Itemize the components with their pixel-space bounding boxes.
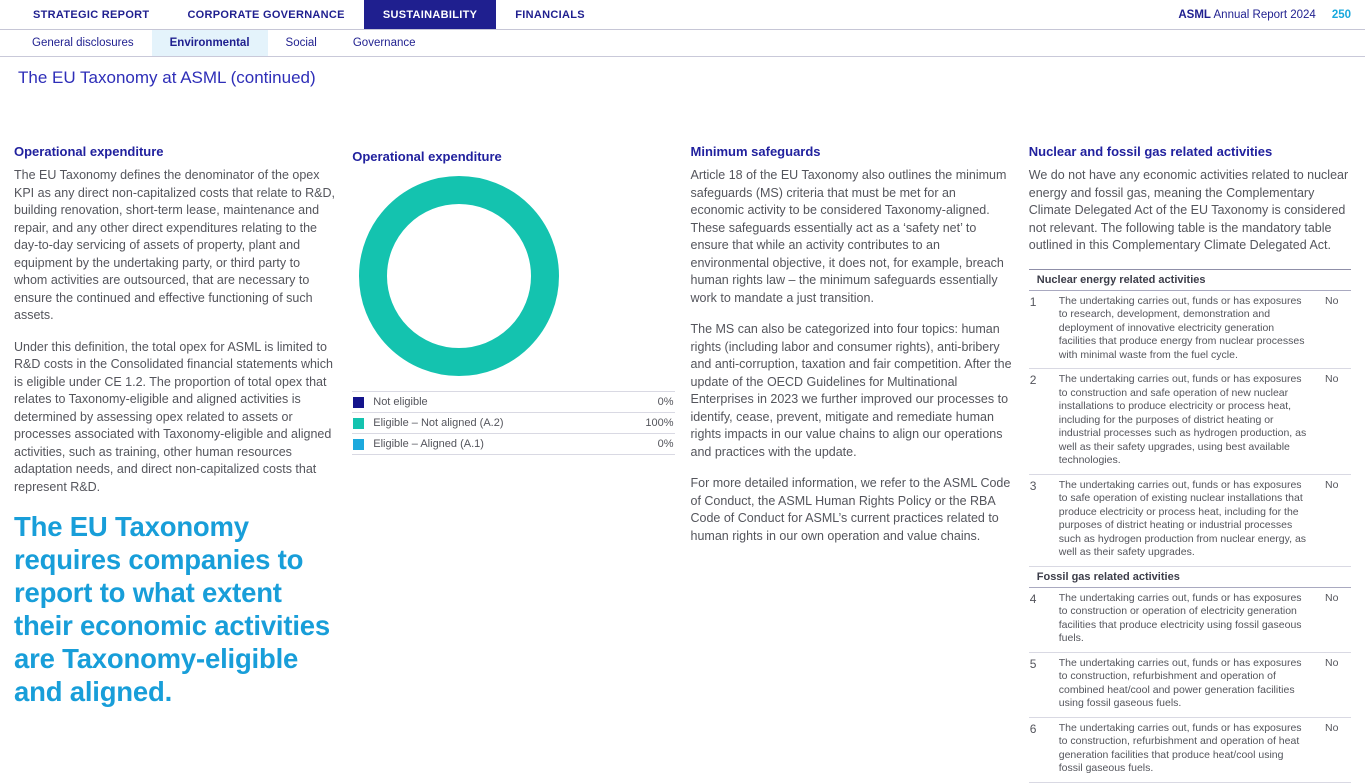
row-description: The undertaking carries out, funds or has exposures to research, development, demonstration and deployment of innovative electricity generation facilities that produce energy from nuclear processes with minimal waste from the fuel cycle.: [1058, 294, 1305, 361]
donut-chart: [358, 175, 560, 377]
tab-strategic-report[interactable]: STRATEGIC REPORT: [33, 8, 150, 21]
paragraph: The EU Taxonomy defines the denominator of the opex KPI as any direct non-capitalized costs that relate to R&D, building renovation, short-term lease, maintenance and repair, and any other direct expenditures relating to the day-to-day servicing of assets of property, plant and equipment by the undertaking party, or third party to whom activities are outsourced, that are necessary to ensure the continued and effective functioning of such assets.: [14, 168, 335, 322]
legend-row-eligible-not-aligned-a-2: [352, 412, 674, 433]
row-answer: No: [1325, 373, 1339, 385]
row-answer: No: [1325, 294, 1339, 307]
row-number: 3: [1029, 478, 1037, 493]
table-row: [1029, 369, 1351, 475]
paragraph: Article 18 of the EU Taxonomy also outlines the minimum safeguards (MS) criteria that must be met for an economic activity to be considered Taxonomy-aligned. These safeguards essentially act as a ‘safety net’ to ensure that while an activity contributes to an environmental objective, it does not, for example, breach human rights law – the minimum safeguards essentially work to mandate a just transition.: [690, 168, 1007, 305]
legend-row-eligible-aligned-a-1: [352, 433, 674, 455]
page-title: The EU Taxonomy at ASML (continued): [18, 68, 316, 87]
table-row: [1029, 291, 1351, 370]
brand-asml: ASML: [1178, 8, 1211, 21]
opex-heading: Operational expenditure: [14, 144, 164, 159]
table-section-header-fossil-gas-related-activities: Fossil gas related activities: [1029, 567, 1351, 588]
legend-swatch-icon: [353, 397, 364, 408]
donut-chart-svg: [358, 175, 560, 377]
legend-label: Eligible – Not aligned (A.2): [373, 417, 504, 429]
paragraph: For more detailed information, we refer to the ASML Code of Conduct, the ASML Human Rights Policy or the RBA Code of Conduct for ASML’s current practices related to human rights in our own operation and value chains.: [690, 476, 1011, 543]
pull-quote: The EU Taxonomy requires companies to report to what extent their economic activities are Taxonomy-eligible and aligned.: [14, 511, 330, 707]
page-number: 250: [1331, 8, 1351, 21]
subnav-item-social[interactable]: Social: [285, 37, 317, 49]
sustainability-subnav: [14, 30, 1365, 56]
donut-ring-eligible-not-aligned: [373, 190, 545, 362]
subnav-item-general-disclosures[interactable]: General disclosures: [32, 37, 134, 49]
column-minimum-safeguards: [691, 144, 1013, 783]
brand-report-name: Annual Report 2024: [1210, 8, 1316, 21]
tab-corporate-governance[interactable]: CORPORATE GOVERNANCE: [187, 8, 345, 21]
report-section-tabs: [14, 0, 604, 29]
subnav-item-environmental[interactable]: Environmental: [152, 30, 268, 56]
legend-swatch-icon: [353, 418, 364, 429]
row-answer: No: [1325, 478, 1339, 491]
paragraph: Under this definition, the total opex for ASML is limited to R&D costs in the Consolidated financial statements which is eligible under CE 1.2. The proportion of total opex that relates to Taxonomy-eligible and aligned activities is determined by assessing opex related to assets or processes associated with Taxonomy-eligible and aligned activities, such as training, other human resources adaptation needs, and direct non-capitalized costs that represent R&D.: [14, 339, 333, 494]
opex-paragraphs: [14, 167, 336, 496]
row-number: 6: [1029, 721, 1037, 736]
row-description: The undertaking carries out, funds or has exposures to construction or operation of electricity generation facilities that produce electricity using fossil gaseous fuels.: [1058, 591, 1302, 644]
table-row: [1029, 653, 1351, 718]
top-navigation: [0, 0, 1365, 30]
paragraph: The MS can also be categorized into four topics: human rights (including labor and consumer rights), anti-bribery and anti-corruption, taxation and fair competition. After the update of the OECD Guidelines for Multinational Enterprises in 2023 we further improved our processes to identify, cease, prevent, mitigate and remediate human rights impacts in our value chains to align our operations and practices with the update.: [690, 322, 1012, 459]
minimum-safeguards-heading: Minimum safeguards: [690, 144, 821, 159]
row-number: 5: [1029, 656, 1037, 671]
row-number: 1: [1029, 294, 1037, 309]
report-brand: [1178, 9, 1315, 21]
legend-value: 0%: [657, 438, 674, 450]
tab-sustainability[interactable]: SUSTAINABILITY: [364, 0, 496, 29]
row-description: The undertaking carries out, funds or has exposures to construction, refurbishment and operation of heat generation facilities that produce heat/cool using fossil gaseous fuels.: [1058, 721, 1302, 774]
row-description: The undertaking carries out, funds or has exposures to construction and safe operation of new nuclear installations to produce electricity or process heat, including for the purposes of district heating or industrial processes such as hydrogen production, as well as their safety upgrades, using best available technologies.: [1058, 373, 1307, 466]
chart-legend: [352, 391, 674, 455]
nuclear-fossil-heading: Nuclear and fossil gas related activities: [1028, 144, 1273, 159]
table-row: [1029, 475, 1351, 567]
row-answer: No: [1325, 721, 1339, 734]
header-right: [1178, 0, 1365, 29]
tab-financials[interactable]: FINANCIALS: [515, 8, 585, 21]
row-description: The undertaking carries out, funds or has exposures to safe operation of existing nuclear installations that produce electricity or process heat, including for the purposes of district heating or industrial processes such as hydrogen production from nuclear energy, as well as their safety upgrades.: [1058, 478, 1307, 558]
legend-swatch-icon: [353, 439, 364, 450]
legend-row-not-eligible: [352, 391, 674, 412]
row-answer: No: [1325, 591, 1339, 604]
table-row: [1029, 718, 1351, 783]
column-nuclear-fossil: [1029, 144, 1351, 783]
column-opex-chart: [352, 144, 674, 783]
row-number: 4: [1029, 591, 1037, 606]
paragraph: We do not have any economic activities related to nuclear energy and fossil gas, meaning the Complementary Climate Delegated Act of the EU Taxonomy is considered not relevant. The following table is the mandatory table outlined in this Complementary Climate Delegated Act.: [1028, 168, 1349, 252]
nuclear-fossil-paragraphs: [1029, 167, 1351, 255]
row-number: 2: [1029, 373, 1037, 387]
column-operational-expenditure-text: [14, 144, 336, 783]
sub-navigation-wrap: [0, 30, 1365, 57]
legend-label: Not eligible: [373, 396, 428, 408]
row-description: The undertaking carries out, funds or has exposures to construction, refurbishment and operation of combined heat/cool and power generation facilities using fossil gaseous fuels.: [1058, 656, 1302, 709]
table-section-header-nuclear-energy-related-activities: Nuclear energy related activities: [1029, 270, 1351, 291]
minimum-safeguards-paragraphs: [691, 167, 1013, 545]
table-row: [1029, 588, 1351, 653]
activities-table: [1029, 269, 1351, 783]
content-columns: [0, 144, 1365, 783]
row-answer: No: [1325, 656, 1339, 669]
chart-title: Operational expenditure: [352, 149, 502, 164]
legend-value: 0%: [657, 396, 674, 408]
subnav-item-governance[interactable]: Governance: [352, 37, 416, 49]
legend-value: 100%: [645, 417, 674, 429]
legend-label: Eligible – Aligned (A.1): [373, 438, 484, 450]
